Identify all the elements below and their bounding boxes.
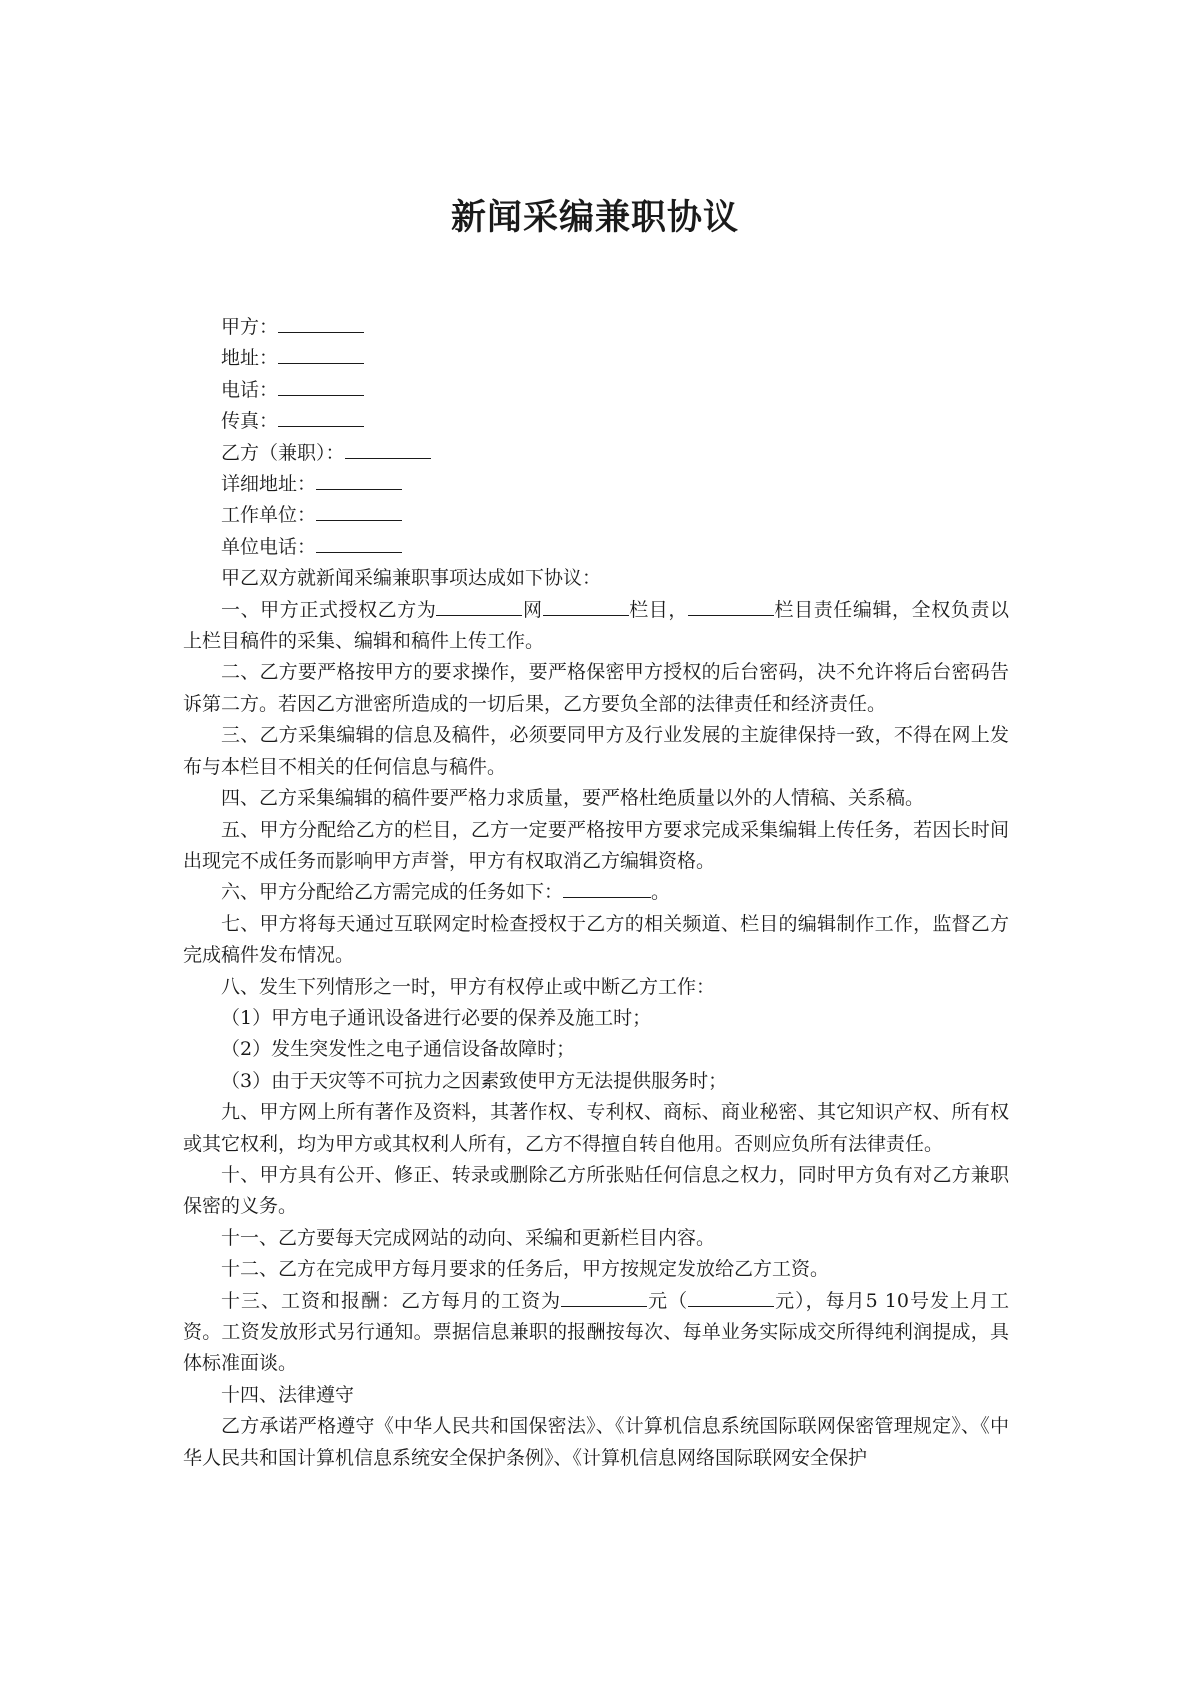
clause-11: 十一、乙方要每天完成网站的动向、采编和更新栏目内容。 — [221, 1226, 716, 1249]
clause-13 — [183, 1286, 1009, 1380]
column-blank — [543, 597, 629, 616]
party-b-blank — [345, 440, 431, 459]
task-blank — [563, 879, 651, 898]
salary-blank — [561, 1288, 647, 1307]
fax-blank — [278, 408, 364, 427]
clause-2: 二、乙方要严格按甲方的要求操作，要严格保密甲方授权的后台密码，决不允许将后台密码告诉第二方。若因乙方泄密所造成的一切后果，乙方要负全部的法律责任和经济责任。 — [183, 661, 1009, 715]
clause-13-part-3: 元），每月5 10号发上月工资。工资发放形式另行通知。票据信息兼职的报酬按每次、每单业务实际成交所得纯利润提成，具体标准面谈。 — [183, 1289, 1009, 1375]
clause-6-part-1: 六、甲方分配给乙方需完成的任务如下： — [221, 881, 564, 904]
website-blank — [436, 597, 522, 616]
clause-1-part-2: 网 — [522, 598, 543, 621]
clause-1-part-4: 栏目责任编辑，全权负责以上栏目稿件的采集、编辑和稿件上传工作。 — [183, 598, 1009, 653]
clause-3: 三、乙方采集编辑的信息及稿件，必须要同甲方及行业发展的主旋律保持一致，不得在网上发布与本栏目不相关的任何信息与稿件。 — [183, 724, 1009, 778]
address-blank — [278, 345, 364, 364]
field-party-b — [183, 438, 1009, 469]
salary-uppercase-blank — [688, 1288, 774, 1307]
field-party-a — [183, 312, 1009, 343]
clause-7: 七、甲方将每天通过互联网定时检查授权于乙方的相关频道、栏目的编辑制作工作，监督乙方完成稿件发布情况。 — [183, 912, 1009, 967]
clause-13-part-2: 元（ — [647, 1289, 689, 1312]
field-address — [183, 343, 1009, 374]
clause-8: 八、发生下列情形之一时，甲方有权停止或中断乙方工作： — [221, 975, 716, 998]
clause-9: 九、甲方网上所有著作及资料，其著作权、专利权、商标、商业秘密、其它知识产权、所有权或其它权利，均为甲方或其权利人所有，乙方不得擅自转自他用。否则应负所有法律责任。 — [183, 1101, 1009, 1155]
field-detail-address-label: 详细地址： — [221, 473, 317, 496]
field-unit-phone — [183, 532, 1009, 563]
document-title: 新闻采编兼职协议 — [450, 197, 739, 238]
clause-14-body: 乙方承诺严格遵守《中华人民共和国保密法》、《计算机信息系统国际联网保密管理规定》、《中华人民共和国计算机信息系统安全保护条例》、《计算机信息网络国际联网安全保护 — [183, 1415, 1009, 1469]
document-body — [183, 312, 1009, 1474]
clause-6 — [183, 877, 1009, 908]
field-work-unit — [183, 500, 1009, 531]
intro-paragraph: 甲乙双方就新闻采编兼职事项达成如下协议： — [221, 567, 602, 590]
field-address-label: 地址： — [221, 347, 279, 370]
clause-1 — [183, 595, 1009, 658]
field-fax-label: 传真： — [221, 410, 279, 433]
clause-12: 十二、乙方在完成甲方每月要求的任务后，甲方按规定发放给乙方工资。 — [221, 1258, 830, 1281]
clause-1-part-1: 一、甲方正式授权乙方为 — [221, 598, 437, 621]
clause-8-item-2: （2）发生突发性之电子通信设备故障时； — [221, 1038, 576, 1061]
clause-14-title: 十四、法律遵守 — [221, 1383, 355, 1406]
column-editor-blank — [688, 597, 774, 616]
clause-1-part-3: 栏目， — [628, 598, 688, 621]
detail-address-blank — [316, 471, 402, 490]
phone-blank — [278, 377, 364, 396]
field-unit-phone-label: 单位电话： — [221, 535, 317, 558]
party-a-blank — [278, 314, 364, 333]
field-phone-label: 电话： — [221, 378, 279, 401]
clause-10: 十、甲方具有公开、修正、转录或删除乙方所张贴任何信息之权力，同时甲方负有对乙方兼职保密的义务。 — [183, 1163, 1009, 1218]
work-unit-blank — [316, 502, 402, 521]
field-phone — [183, 375, 1009, 406]
field-fax — [183, 406, 1009, 437]
clause-4: 四、乙方采集编辑的稿件要严格力求质量，要严格杜绝质量以外的人情稿、关系稿。 — [221, 787, 925, 810]
field-party-a-label: 甲方： — [221, 316, 279, 338]
clause-6-part-2: 。 — [651, 881, 671, 904]
clause-13-part-1: 十三、工资和报酬：乙方每月的工资为 — [221, 1289, 562, 1312]
field-detail-address — [183, 469, 1009, 500]
clause-5: 五、甲方分配给乙方的栏目，乙方一定要严格按甲方要求完成采集编辑上传任务，若因长时间出现完不成任务而影响甲方声誉，甲方有权取消乙方编辑资格。 — [183, 818, 1009, 872]
unit-phone-blank — [316, 534, 402, 553]
field-work-unit-label: 工作单位： — [221, 504, 317, 527]
clause-8-item-1: （1）甲方电子通讯设备进行必要的保养及施工时； — [221, 1006, 652, 1029]
clause-8-item-3: （3）由于天灾等不可抗力之因素致使甲方无法提供服务时； — [221, 1069, 728, 1092]
field-party-b-label: 乙方（兼职）： — [221, 441, 345, 464]
